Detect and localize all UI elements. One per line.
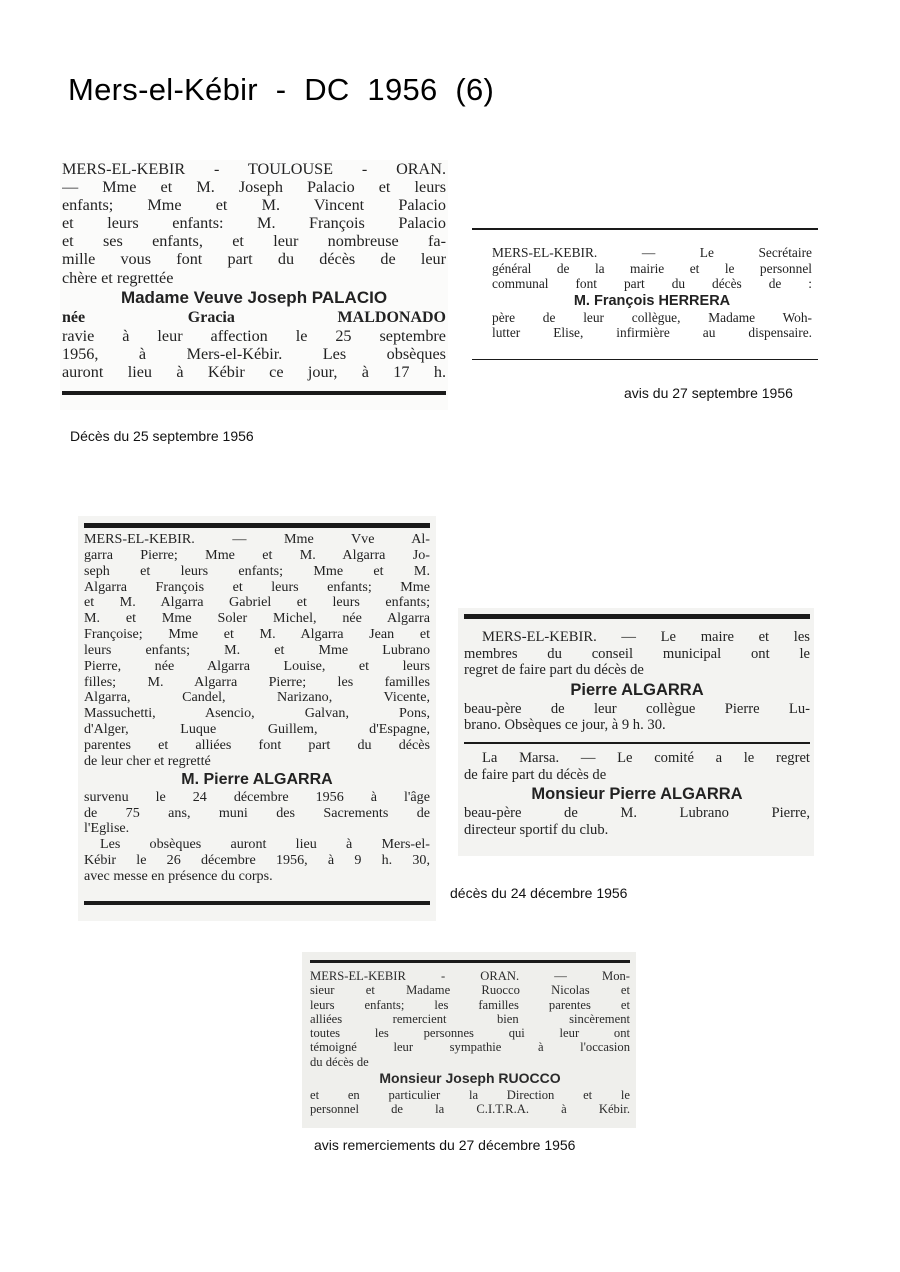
clip-line: et en particulier la Direction et le xyxy=(310,1088,630,1103)
deceased-maiden-name: née Gracia MALDONADO xyxy=(62,308,446,326)
clip-line: Les obsèques auront lieu à Mers-el- xyxy=(100,837,430,853)
clip-line: membres du conseil municipal ont le xyxy=(464,645,810,662)
caption-algarra: décès du 24 décembre 1956 xyxy=(450,885,628,901)
clipping-palacio xyxy=(60,160,448,410)
clip-line: filles; M. Algarra Pierre; les familles xyxy=(84,674,430,690)
clip-line: et ses enfants, et leur nombreuse fa- xyxy=(62,232,446,251)
clip-line: MERS-EL-KEBIR. — Le maire et les xyxy=(482,629,810,645)
deceased-name: Pierre ALGARRA xyxy=(570,680,704,699)
clip-line: de leur cher et regretté xyxy=(84,753,211,769)
clip-line: leurs enfants; les familles parentes et xyxy=(310,997,630,1012)
caption-herrera: avis du 27 septembre 1956 xyxy=(624,385,793,401)
clipping-mairie-marsa xyxy=(458,608,814,856)
clip-rule xyxy=(310,960,630,963)
clip-line: Massuchetti, Asencio, Galvan, Pons, xyxy=(84,706,430,722)
clipping-ruocco xyxy=(302,952,636,1128)
clip-rule xyxy=(84,523,430,528)
clip-line: et M. Algarra Gabriel et leurs enfants; xyxy=(84,595,430,611)
clip-line: La Marsa. — Le comité a le regret xyxy=(482,749,810,766)
clip-line: l'Eglise. xyxy=(84,821,130,837)
clip-rule xyxy=(472,359,818,360)
clip-line: directeur sportif du club. xyxy=(464,821,609,838)
page-title: Mers-el-Kébir - DC 1956 (6) xyxy=(68,72,495,107)
clip-line: enfants; Mme et M. Vincent Palacio xyxy=(62,196,446,215)
caption-ruocco: avis remerciements du 27 décembre 1956 xyxy=(314,1137,576,1153)
clip-line: M. et Mme Soler Michel, née Algarra xyxy=(84,611,430,627)
clip-rule xyxy=(472,228,818,230)
clip-line: Pierre, née Algarra Louise, et leurs xyxy=(84,658,430,674)
clip-line: et leurs enfants: M. François Palacio xyxy=(62,214,446,233)
deceased-name: M. François HERRERA xyxy=(573,292,731,309)
clip-line: lutter Elise, infirmière au dispensaire. xyxy=(492,325,812,340)
clip-line: de 75 ans, muni des Sacrements de xyxy=(84,805,430,821)
clip-line: beau-père de M. Lubrano Pierre, xyxy=(464,805,810,822)
clip-line: alliées remercient bien sincèrement xyxy=(310,1011,630,1026)
clip-line: ravie à leur affection le 25 septembre xyxy=(62,326,446,345)
clip-rule xyxy=(84,901,430,905)
clip-line: — Mme et M. Joseph Palacio et leurs xyxy=(62,178,446,197)
clip-line: sieur et Madame Ruocco Nicolas et xyxy=(310,983,630,998)
caption-palacio: Décès du 25 septembre 1956 xyxy=(70,428,254,444)
clip-line: garra Pierre; Mme et M. Algarra Jo- xyxy=(84,547,430,563)
deceased-name: Madame Veuve Joseph PALACIO xyxy=(120,287,388,307)
clip-line: Kébir le 26 décembre 1956, à 9 h. 30, xyxy=(84,853,430,869)
clip-line: regret de faire part du décès de xyxy=(464,662,644,679)
clip-line: MERS-EL-KEBIR. — Mme Vve Al- xyxy=(84,532,430,547)
clip-line: leurs enfants; M. et Mme Lubrano xyxy=(84,642,430,658)
clip-line: MERS-EL-KEBIR - TOULOUSE - ORAN. xyxy=(62,160,446,178)
clip-line: mille vous font part du décès de leur xyxy=(62,250,446,269)
clip-line: brano. Obsèques ce jour, à 9 h. 30. xyxy=(464,717,666,734)
clip-line: seph et leurs enfants; Mme et M. xyxy=(84,563,430,579)
clip-line: communal font part du décès de : xyxy=(492,276,812,291)
clip-line: auront lieu à Kébir ce jour, à 17 h. xyxy=(62,362,446,381)
clip-line: d'Alger, Luque Guillem, d'Espagne, xyxy=(84,722,430,738)
clip-line: MERS-EL-KEBIR. — Le Secrétaire xyxy=(492,245,812,260)
clip-line: toutes les personnes qui leur ont xyxy=(310,1026,630,1041)
clip-line: personnel de la C.I.T.R.A. à Kébir. xyxy=(310,1102,630,1117)
clip-line: Françoise; Mme et M. Algarra Jean et xyxy=(84,627,430,643)
deceased-name: Monsieur Joseph RUOCCO xyxy=(379,1070,561,1087)
clip-line: MERS-EL-KEBIR - ORAN. — Mon- xyxy=(310,969,630,983)
clip-line: beau-père de leur collègue Pierre Lu- xyxy=(464,700,810,717)
clip-line: survenu le 24 décembre 1956 à l'âge xyxy=(84,789,430,805)
clip-line: général de la mairie et le personnel xyxy=(492,260,812,276)
clip-line: Algarra, Candel, Narizano, Vicente, xyxy=(84,690,430,706)
clip-line: du décès de xyxy=(310,1054,369,1069)
clip-rule xyxy=(464,614,810,619)
clip-rule xyxy=(464,742,810,744)
clip-line: père de leur collègue, Madame Woh- xyxy=(492,309,812,325)
clip-line: témoigné leur sympathie à l'occasion xyxy=(310,1040,630,1055)
clip-line: chère et regrettée xyxy=(62,268,174,287)
clip-line: avec messe en présence du corps. xyxy=(84,868,273,884)
clip-line: parentes et alliées font part du décès xyxy=(84,737,430,753)
clipping-herrera xyxy=(472,228,818,368)
clip-rule xyxy=(62,391,446,395)
clip-line: Algarra François et leurs enfants; Mme xyxy=(84,579,430,595)
clip-line: 1956, à Mers-el-Kébir. Les obsèques xyxy=(62,344,446,363)
clipping-algarra-family xyxy=(78,516,436,921)
deceased-name: M. Pierre ALGARRA xyxy=(181,770,333,788)
clip-line: de faire part du décès de xyxy=(464,766,607,783)
deceased-name: Monsieur Pierre ALGARRA xyxy=(531,785,743,804)
